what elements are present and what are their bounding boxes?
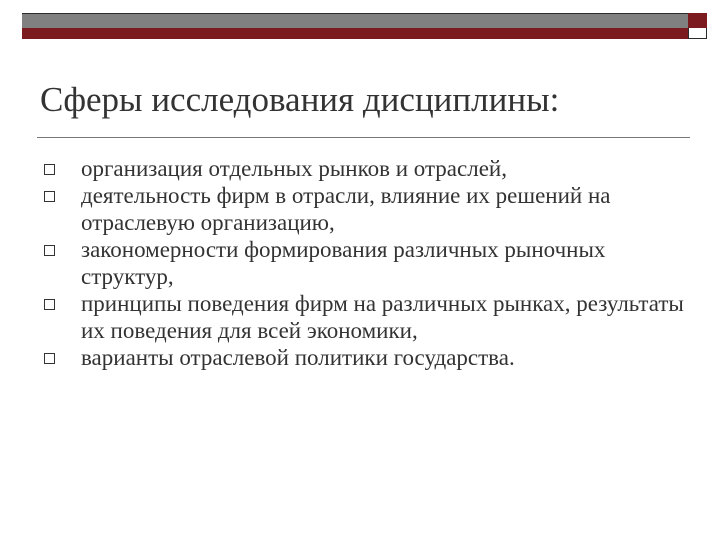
slide-title: Сферы исследования дисциплины:	[40, 80, 560, 119]
bullet-text: организация отдельных рынков и отраслей,	[81, 156, 507, 181]
corner-square-accent	[688, 13, 707, 28]
header-gray-band	[22, 13, 689, 28]
list-item	[44, 344, 694, 371]
hollow-square-bullet-icon	[44, 191, 55, 202]
bullet-text: закономерности формирования различных рыночных структур,	[81, 237, 606, 289]
hollow-square-bullet-icon	[44, 353, 55, 364]
list-item	[44, 236, 694, 290]
bullet-list	[44, 155, 694, 371]
list-item	[44, 290, 694, 344]
hollow-square-bullet-icon	[44, 245, 55, 256]
bullet-text: деятельность фирм в отрасли, влияние их решений на отраслевую организацию,	[81, 183, 611, 235]
list-item	[44, 182, 694, 236]
hollow-square-bullet-icon	[44, 299, 55, 310]
title-divider	[37, 137, 690, 138]
hollow-square-bullet-icon	[44, 164, 55, 175]
header-maroon-band	[22, 28, 689, 39]
bullet-text: варианты отраслевой политики государства.	[81, 345, 515, 370]
list-item	[44, 155, 694, 182]
bullet-text: принципы поведения фирм на различных рынках, результаты их поведения для всей экономики,	[81, 291, 684, 343]
